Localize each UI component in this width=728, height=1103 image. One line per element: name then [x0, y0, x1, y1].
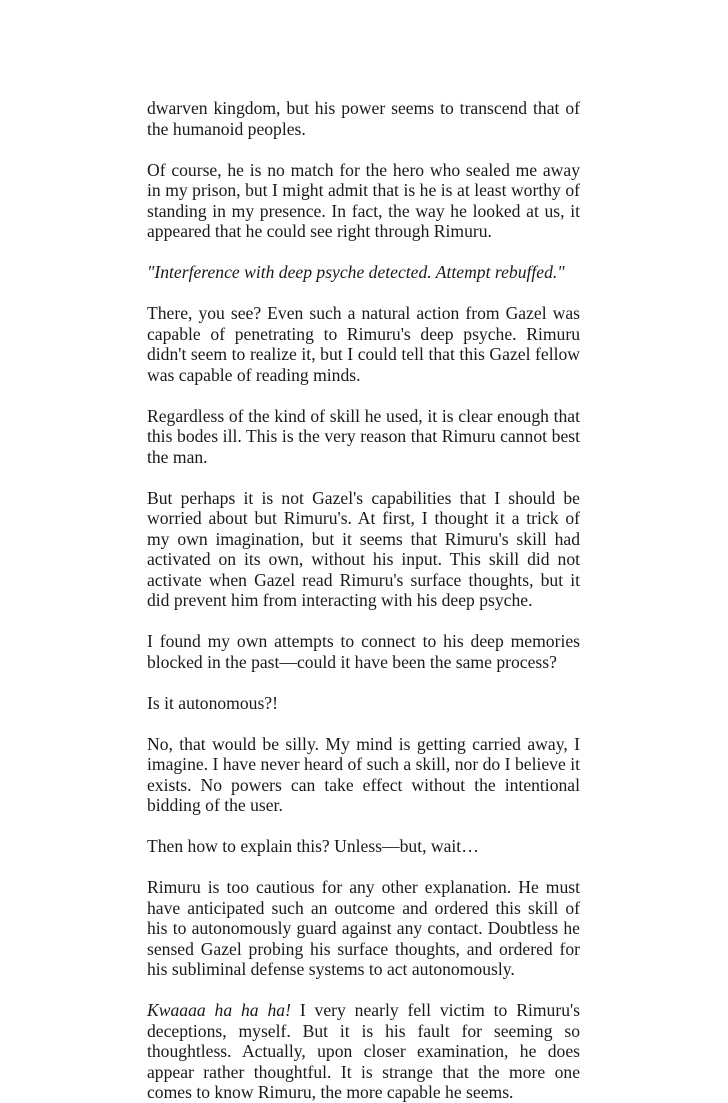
laugh-italic-lead: Kwaaaa ha ha ha!	[147, 1000, 291, 1020]
paragraph-1: dwarven kingdom, but his power seems to transcend that of the humanoid peoples.	[147, 98, 580, 139]
paragraph-12-rest: I very nearly fell victim to Rimuru's deceptions, myself. But it is his fault for seeming so thoughtless. Actually, upon closer examination, he does appear rather thoughtful. It is strange that the more one comes to know Rimuru, the more capable he seems.	[147, 1000, 581, 1102]
paragraph-9: No, that would be silly. My mind is getting carried away, I imagine. I have never heard of such a skill, nor do I believe it exists. No powers can take effect without the intentional bidding of the user.	[147, 733, 580, 815]
paragraph-7: I found my own attempts to connect to his deep memories blocked in the past—could it have been the same process?	[147, 631, 580, 672]
paragraph-10: Then how to explain this? Unless—but, wait…	[147, 836, 479, 856]
paragraph-6: But perhaps it is not Gazel's capabilities that I should be worried about but Rimuru's. At first, I thought it a trick of my own imagination, but it seems that Rimuru's skill had activated on its own, without his input. This skill did not activate when Gazel read Rimuru's surface thoughts, but it did prevent him from interacting with his deep psyche.	[147, 487, 580, 610]
paragraph-8: Is it autonomous?!	[147, 692, 278, 713]
paragraph-4: There, you see? Even such a natural action from Gazel was capable of penetrating to Rimuru's deep psyche. Rimuru didn't seem to realize it, but I could tell that this Gazel fellow was capable of reading minds.	[147, 303, 580, 385]
page-body-text	[147, 98, 580, 1103]
paragraph-5: Regardless of the kind of skill he used, it is clear enough that this bodes ill. This is the very reason that Rimuru cannot best the man.	[147, 405, 580, 467]
paragraph-3-italic-quote	[147, 262, 580, 283]
paragraph-2: Of course, he is no match for the hero who sealed me away in my prison, but I might admit that is he is at least worthy of standing in my presence. In fact, the way he looked at us, it appeared that he could see right through Rimuru.	[147, 159, 580, 241]
italic-quote-text: "Interference with deep psyche detected. Attempt rebuffed."	[147, 262, 565, 282]
paragraph-12	[147, 1000, 580, 1103]
paragraph-11: Rimuru is too cautious for any other explanation. He must have anticipated such an outcome and ordered this skill of his to autonomously guard against any contact. Doubtless he sensed Gazel probing his surface thoughts, and ordered for his subliminal defense systems to act autonomously.	[147, 877, 580, 979]
